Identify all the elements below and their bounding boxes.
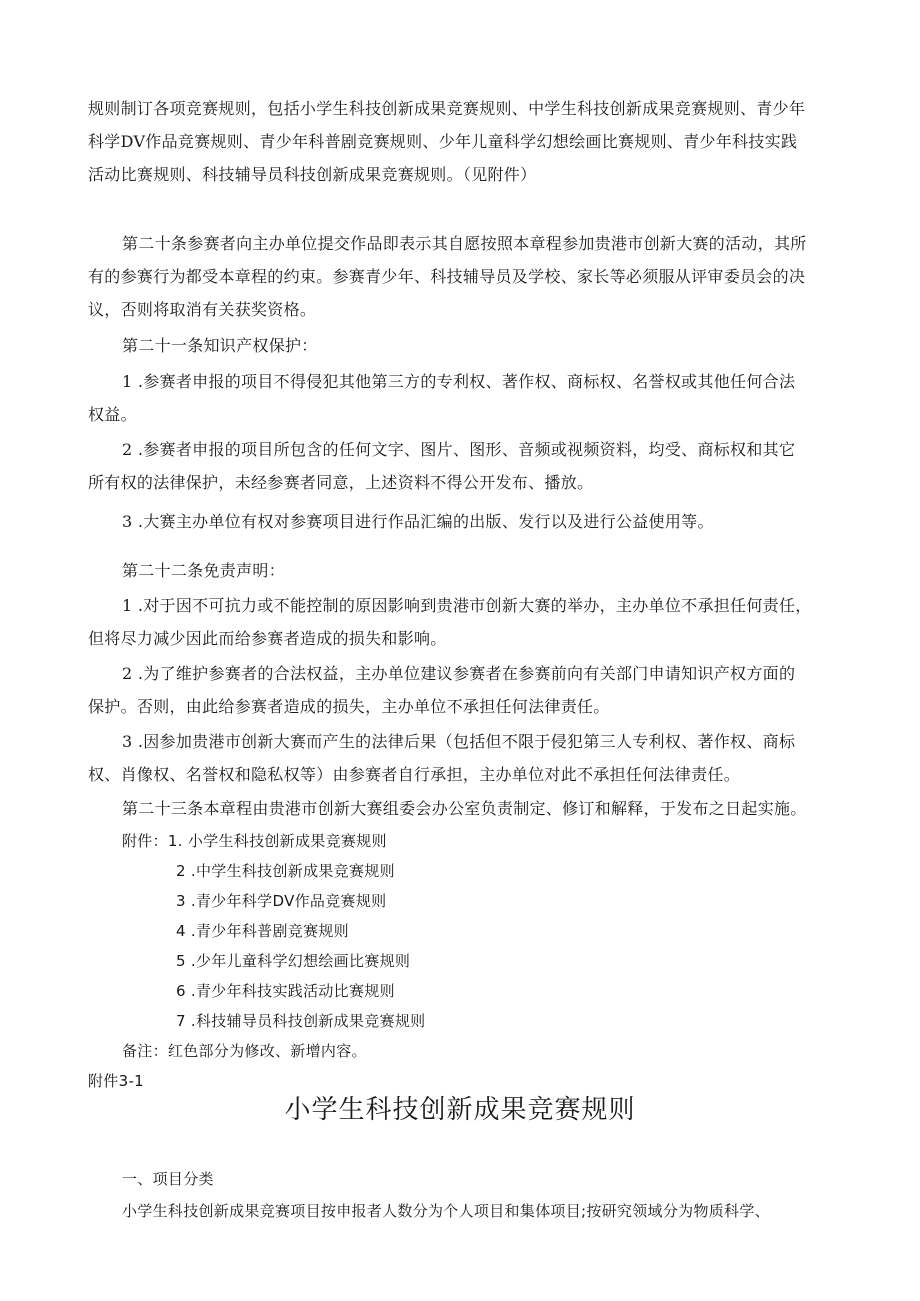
article22-item1-line2: 但将尽力减少因此而给参赛者造成的损失和影响。 bbox=[88, 629, 447, 648]
article21-item2-line1: 2 .参赛者申报的项目所包含的任何文字、图片、图形、音频或视频资料，均受、商标权和其它 bbox=[122, 440, 796, 459]
article21-item1-line2: 权益。 bbox=[88, 405, 137, 424]
article22-heading: 第二十二条免责声明： bbox=[122, 561, 286, 580]
annex-label: 附件3-1 bbox=[88, 1072, 144, 1090]
article22-item2-line2: 保护。否则，由此给参赛者造成的损失，主办单位不承担任何法律责任。 bbox=[88, 697, 610, 716]
attachment-item: 7 .科技辅导员科技创新成果竞赛规则 bbox=[176, 1012, 426, 1030]
article23: 第二十三条本章程由贵港市创新大赛组委会办公室负责制定、修订和解释，于发布之日起实施。 bbox=[122, 799, 807, 818]
para1-line1: 规则制订各项竞赛规则，包括小学生科技创新成果竞赛规则、中学生科技创新成果竞赛规则、青少年 bbox=[88, 99, 806, 118]
article20-line1: 第二十条参赛者向主办单位提交作品即表示其自愿按照本章程参加贵港市创新大赛的活动，其所 bbox=[122, 234, 807, 253]
para1-line3: 活动比赛规则、科技辅导员科技创新成果竞赛规则。（见附件） bbox=[88, 165, 537, 184]
annex-title: 小学生科技创新成果竞赛规则 bbox=[284, 1095, 636, 1125]
article20-line2: 有的参赛行为都受本章程的约束。参赛青少年、科技辅导员及学校、家长等必须服从评审委员会的决 bbox=[88, 267, 806, 286]
annex-section1-heading: 一、项目分类 bbox=[122, 1170, 214, 1188]
article22-item2-line1: 2 .为了维护参赛者的合法权益，主办单位建议参赛者在参赛前向有关部门申请知识产权方面的 bbox=[122, 664, 796, 683]
article21-heading: 第二十一条知识产权保护： bbox=[122, 336, 318, 355]
article22-item3-line2: 权、肖像权、名誉权和隐私权等）由参赛者自行承担，主办单位对此不承担任何法律责任。 bbox=[88, 765, 741, 784]
attachment-item: 6 .青少年科技实践活动比赛规则 bbox=[176, 982, 395, 1000]
article21-item1-line1: 1 .参赛者申报的项目不得侵犯其他第三方的专利权、著作权、商标权、名誉权或其他任何合法 bbox=[122, 372, 796, 391]
article22-item3-line1: 3 .因参加贵港市创新大赛而产生的法律后果（包括但不限于侵犯第三人专利权、著作权、商标 bbox=[122, 732, 796, 751]
attachment-item: 5 .少年儿童科学幻想绘画比赛规则 bbox=[176, 952, 411, 970]
article22-item1-line1: 1 .对于因不可抗力或不能控制的原因影响到贵港市创新大赛的举办，主办单位不承担任何责任， bbox=[122, 596, 812, 615]
attachments-first: 附件：1. 小学生科技创新成果竞赛规则 bbox=[122, 832, 387, 850]
attachment-item: 2 .中学生科技创新成果竞赛规则 bbox=[176, 862, 395, 880]
attachment-item: 3 .青少年科学DV作品竞赛规则 bbox=[176, 892, 387, 910]
attachments-note: 备注：红色部分为修改、新增内容。 bbox=[122, 1042, 367, 1060]
article20-line3: 议，否则将取消有关获奖资格。 bbox=[88, 300, 317, 319]
article21-item2-line2: 所有权的法律保护，未经参赛者同意，上述资料不得公开发布、播放。 bbox=[88, 473, 594, 492]
annex-body-line1: 小学生科技创新成果竞赛项目按申报者人数分为个人项目和集体项目;按研究领域分为物质科学、 bbox=[122, 1202, 770, 1220]
attachment-item: 4 .青少年科普剧竞赛规则 bbox=[176, 922, 349, 940]
para1-line2: 科学DV作品竞赛规则、青少年科普剧竞赛规则、少年儿童科学幻想绘画比赛规则、青少年科技实践 bbox=[88, 132, 798, 151]
article21-item3: 3 .大赛主办单位有权对参赛项目进行作品汇编的出版、发行以及进行公益使用等。 bbox=[122, 512, 714, 531]
